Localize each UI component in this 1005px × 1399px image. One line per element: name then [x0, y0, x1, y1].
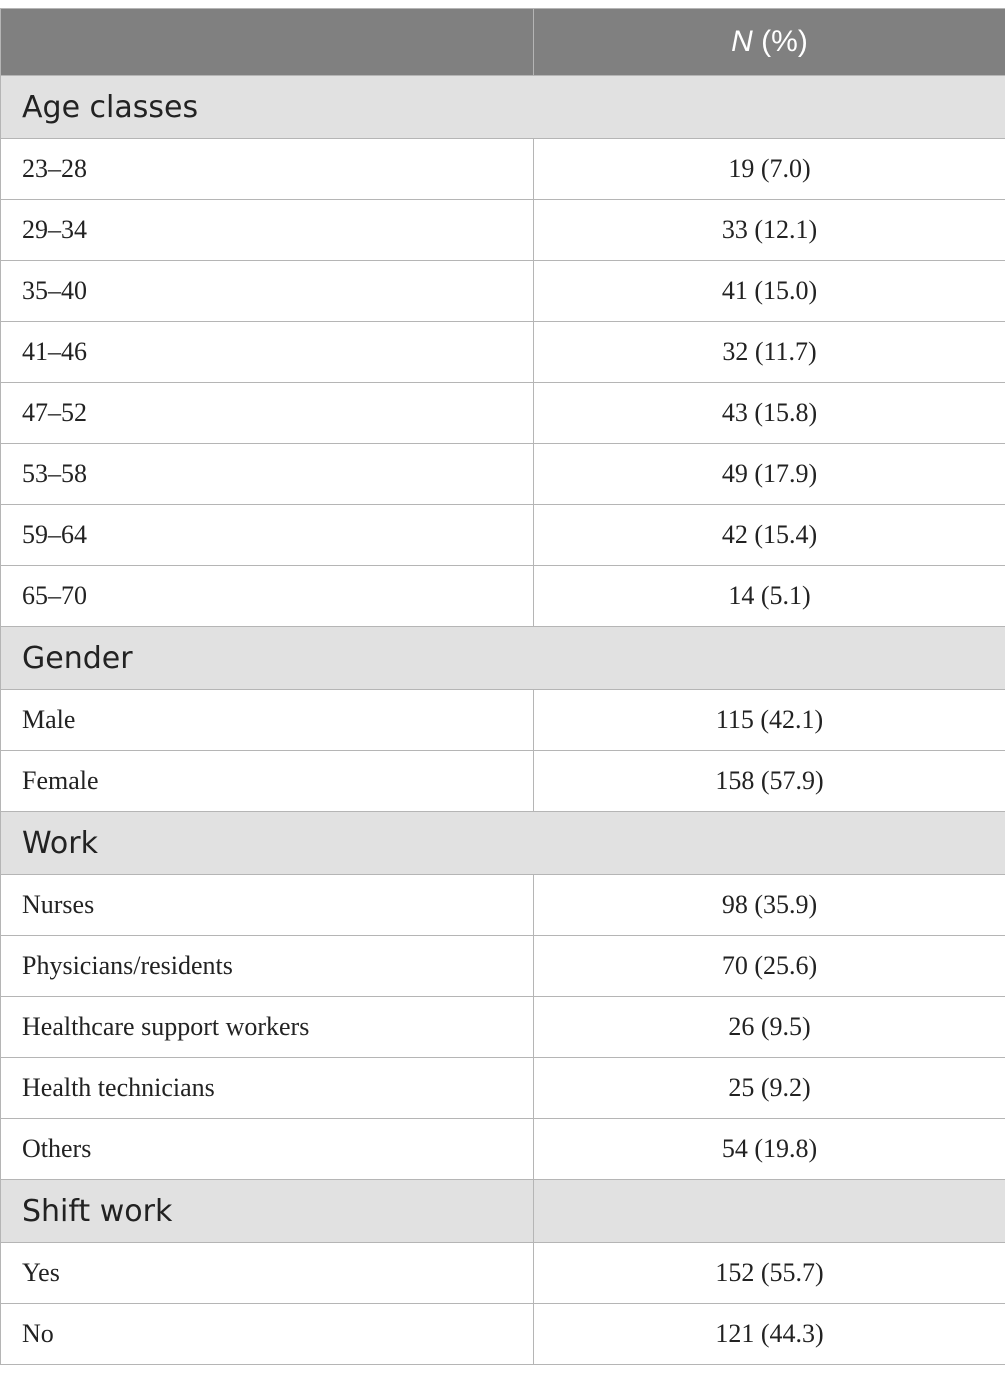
section-empty-cell	[534, 1180, 1005, 1243]
section-title: Age classes	[1, 76, 1005, 139]
row-label: Male	[1, 690, 534, 751]
row-value: 32 (11.7)	[534, 322, 1005, 383]
table-row	[1, 322, 1005, 383]
row-value: 42 (15.4)	[534, 505, 1005, 566]
section-title: Gender	[1, 627, 1005, 690]
section-age-classes	[1, 76, 1005, 139]
row-label: 35–40	[1, 261, 534, 322]
row-label: 29–34	[1, 200, 534, 261]
section-gender	[1, 627, 1005, 690]
table-row	[1, 997, 1005, 1058]
row-value: 121 (44.3)	[534, 1304, 1005, 1365]
row-value: 49 (17.9)	[534, 444, 1005, 505]
row-value: 33 (12.1)	[534, 200, 1005, 261]
row-label: 53–58	[1, 444, 534, 505]
table-row	[1, 383, 1005, 444]
table-row	[1, 690, 1005, 751]
row-label: 59–64	[1, 505, 534, 566]
table-row	[1, 1058, 1005, 1119]
header-percent: (%)	[752, 25, 808, 58]
table-row	[1, 1304, 1005, 1365]
header-row	[1, 9, 1005, 76]
section-title: Shift work	[1, 1180, 534, 1243]
row-label: Healthcare support workers	[1, 997, 534, 1058]
table-row	[1, 875, 1005, 936]
row-value: 19 (7.0)	[534, 139, 1005, 200]
table-row	[1, 566, 1005, 627]
row-value: 152 (55.7)	[534, 1243, 1005, 1304]
table-row	[1, 751, 1005, 812]
row-value: 115 (42.1)	[534, 690, 1005, 751]
row-label: 23–28	[1, 139, 534, 200]
header-n-percent	[534, 9, 1005, 76]
table-row	[1, 139, 1005, 200]
table-row	[1, 261, 1005, 322]
row-value: 25 (9.2)	[534, 1058, 1005, 1119]
table-row	[1, 1119, 1005, 1180]
row-label: Health technicians	[1, 1058, 534, 1119]
header-n: N	[731, 25, 753, 58]
row-label: Nurses	[1, 875, 534, 936]
table-row	[1, 936, 1005, 997]
row-label: Physicians/residents	[1, 936, 534, 997]
row-label: No	[1, 1304, 534, 1365]
table-row	[1, 505, 1005, 566]
row-label: Yes	[1, 1243, 534, 1304]
row-value: 98 (35.9)	[534, 875, 1005, 936]
table-row	[1, 444, 1005, 505]
row-value: 14 (5.1)	[534, 566, 1005, 627]
section-title: Work	[1, 812, 1005, 875]
row-label: 41–46	[1, 322, 534, 383]
row-label: 65–70	[1, 566, 534, 627]
row-label: Female	[1, 751, 534, 812]
section-work	[1, 812, 1005, 875]
row-value: 70 (25.6)	[534, 936, 1005, 997]
row-label: Others	[1, 1119, 534, 1180]
row-value: 26 (9.5)	[534, 997, 1005, 1058]
row-label: 47–52	[1, 383, 534, 444]
table-row	[1, 200, 1005, 261]
row-value: 41 (15.0)	[534, 261, 1005, 322]
section-shift-work	[1, 1180, 1005, 1243]
table-row	[1, 1243, 1005, 1304]
row-value: 43 (15.8)	[534, 383, 1005, 444]
header-empty-cell	[1, 9, 534, 76]
row-value: 158 (57.9)	[534, 751, 1005, 812]
row-value: 54 (19.8)	[534, 1119, 1005, 1180]
demographics-table	[0, 8, 1005, 1365]
